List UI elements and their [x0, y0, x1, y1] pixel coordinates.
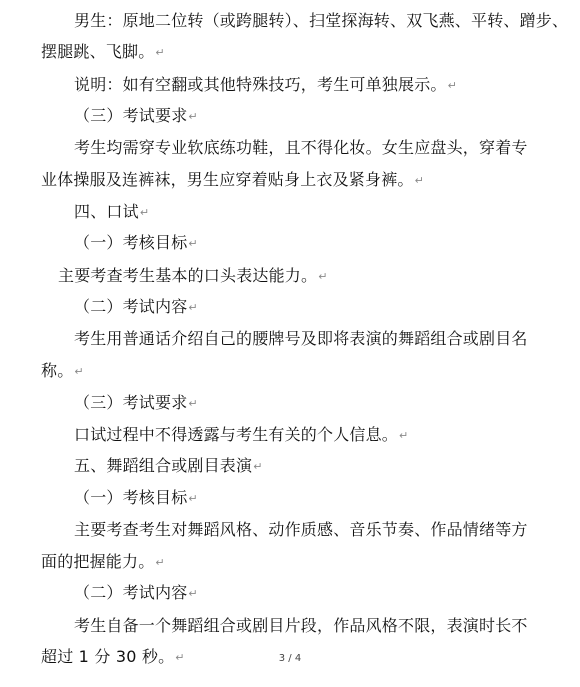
text-line: 面的把握能力。↵ — [41, 552, 165, 571]
paragraph-mark: ↵ — [188, 110, 198, 123]
text-line: 说明：如有空翻或其他特殊技巧，考生可单独展示。↵ — [74, 75, 458, 94]
text-line: 主要考查考生对舞蹈风格、动作质感、音乐节奏、作品情绪等方 — [74, 520, 528, 539]
paragraph-mark: ↵ — [155, 46, 165, 59]
paragraph-mark: ↵ — [399, 429, 409, 442]
paragraph-mark: ↵ — [188, 237, 198, 250]
section-heading: 四、口试↵ — [74, 202, 150, 221]
section-heading: （二）考试内容↵ — [74, 297, 198, 316]
paragraph-mark: ↵ — [74, 365, 84, 378]
text-line: 超过 1 分 30 秒。↵ — [41, 647, 185, 666]
text-line: 口试过程中不得透露与考生有关的个人信息。↵ — [74, 425, 409, 444]
page-number: 3 / 4 — [278, 653, 302, 664]
paragraph-mark: ↵ — [253, 460, 263, 473]
text-line: 称。↵ — [41, 361, 84, 380]
paragraph-mark: ↵ — [188, 587, 198, 600]
paragraph-mark: ↵ — [188, 301, 198, 314]
text-line: 考生用普通话介绍自己的腰牌号及即将表演的舞蹈组合或剧目名 — [74, 329, 528, 348]
paragraph-mark: ↵ — [188, 492, 198, 505]
section-heading: （三）考试要求↵ — [74, 106, 198, 125]
section-heading: （一）考核目标↵ — [74, 233, 198, 252]
section-heading: （三）考试要求↵ — [74, 393, 198, 412]
paragraph-mark: ↵ — [175, 651, 185, 664]
paragraph-mark: ↵ — [447, 79, 458, 92]
text-line: 考生自备一个舞蹈组合或剧目片段，作品风格不限，表演时长不 — [74, 616, 528, 635]
section-heading: 五、舞蹈组合或剧目表演↵ — [74, 456, 263, 475]
text-line: 男生：原地二位转（或跨腿转）、扫堂探海转、双飞燕、平转、蹭步、 — [74, 11, 569, 30]
section-heading: （一）考核目标↵ — [74, 488, 198, 507]
paragraph-mark: ↵ — [318, 270, 328, 283]
text-line: 主要考查考生基本的口头表达能力。↵ — [58, 266, 328, 285]
paragraph-mark: ↵ — [155, 556, 165, 569]
paragraph-mark: ↵ — [139, 206, 150, 219]
text-line: 业体操服及连裤袜，男生应穿着贴身上衣及紧身裤。↵ — [41, 170, 425, 189]
paragraph-mark: ↵ — [414, 174, 425, 187]
text-line: 摆腿跳、飞脚。↵ — [41, 42, 165, 61]
paragraph-mark: ↵ — [188, 397, 198, 410]
text-line: 考生均需穿专业软底练功鞋，且不得化妆。女生应盘头，穿着专 — [74, 138, 528, 157]
section-heading: （二）考试内容↵ — [74, 583, 198, 602]
